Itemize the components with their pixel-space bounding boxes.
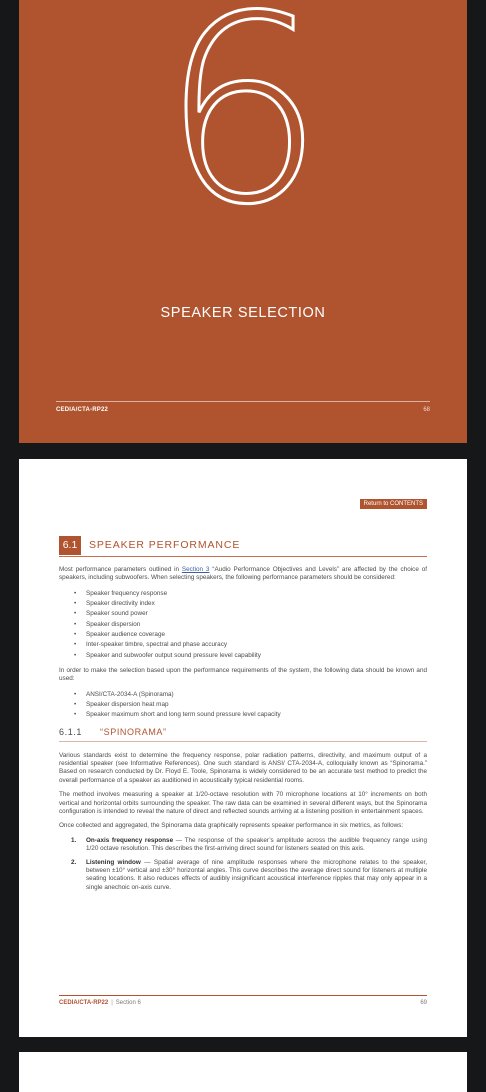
section-number-badge: 6.1 bbox=[59, 536, 81, 555]
list-item: • Speaker directivity index bbox=[74, 599, 427, 609]
footer-divider bbox=[59, 995, 427, 996]
metric-term: Listening window bbox=[86, 858, 141, 866]
list-item: • Speaker maximum short and long term sound pressure level capacity bbox=[74, 710, 427, 720]
subsection-title: “SPINORAMA” bbox=[100, 726, 167, 737]
cover-divider bbox=[56, 401, 430, 402]
metric-number: 2. bbox=[71, 858, 77, 866]
footer-org-name: CEDIA/CTA-RP22 bbox=[59, 1000, 109, 1006]
list-item: • Speaker and subwoofer output sound pressure level capability bbox=[74, 651, 427, 661]
list-item: • Speaker audience coverage bbox=[74, 630, 427, 640]
footer-separator: | bbox=[111, 1000, 113, 1006]
metric-term: On-axis frequency response bbox=[86, 836, 174, 844]
list-item bbox=[71, 837, 427, 854]
list-item bbox=[71, 859, 427, 893]
metric-description: — The response of the speaker’s amplitude across the audible frequency range using 1/20 octave resolution. This describes the first-arriving direct sound for listeners seated on this axis. bbox=[86, 836, 427, 853]
spinorama-paragraph-3: Once collected and aggregated, the Spinorama data graphically represents speaker performance in six metrics, as follows: bbox=[59, 822, 404, 830]
list-item: • Speaker sound power bbox=[74, 609, 427, 619]
intro-text-after: “Audio Performance Objectives and Levels” are affected by the choice of speakers, including subwoofers. When selecting speakers, the following performance parameters should be considered: bbox=[59, 566, 428, 582]
chapter-cover-page bbox=[19, 0, 467, 443]
intro-paragraph bbox=[59, 566, 427, 583]
section-3-link[interactable]: Section 3 bbox=[181, 566, 210, 573]
metric-number: 1. bbox=[71, 836, 77, 844]
required-data-list bbox=[59, 690, 427, 721]
chapter-title: SPEAKER SELECTION bbox=[160, 305, 326, 321]
selection-paragraph: In order to make the selection based upon the performance requirements of the system, the following data should be known and used: bbox=[59, 666, 427, 683]
return-to-contents-button[interactable]: Return to CONTENTS bbox=[360, 499, 427, 509]
list-item: • ANSI/CTA-2034-A (Spinorama) bbox=[74, 690, 427, 700]
intro-text-before: Most performance parameters outlined in bbox=[59, 566, 182, 573]
spinorama-paragraph-2: The method involves measuring a speaker at 1/20-octave resolution with 70 microphone locations at 10° increments on both vertical and horizontal orbits surrounding the speaker. The raw data can be examined in several different ways, but the Spinorama configuration is intended to reveal the nature of direct and reflected sounds arriving at a listening position in entertainment spaces. bbox=[59, 791, 427, 816]
cover-footer-org: CEDIA/CTA-RP22 bbox=[56, 407, 109, 413]
spinorama-paragraph-1: Various standards exist to determine the frequency response, polar radiation patterns, directivity, and maximum output of a residential speaker (see Informative References). One such standard is ANSI/ CTA-2034-A, colloquially known as “Spinorama.” Based on research conducted by Dr. Floyd E. Toole, Spinorama is widely considered to be an accurate test method to predict the overall performance of a speaker as auditioned in acoustically typical residential rooms. bbox=[59, 751, 427, 784]
footer-org bbox=[59, 1000, 141, 1006]
spinorama-metrics-list bbox=[59, 837, 427, 892]
content-page bbox=[19, 459, 467, 1037]
next-page bbox=[19, 1052, 467, 1092]
footer-page-number: 69 bbox=[420, 1000, 427, 1006]
subsection-number: 6.1.1 bbox=[59, 726, 83, 737]
list-item: • Inter-speaker timbre, spectral and phase accuracy bbox=[74, 640, 427, 650]
section-body bbox=[59, 566, 427, 897]
list-item: • Speaker dispersion bbox=[74, 620, 427, 630]
cover-page-number: 68 bbox=[423, 407, 430, 413]
list-item: • Speaker frequency response bbox=[74, 589, 427, 599]
list-item: • Speaker dispersion heat map bbox=[74, 700, 427, 710]
footer-section: Section 6 bbox=[115, 1000, 141, 1006]
metric-description: — Spatial average of nine amplitude responses where the microphone relates to the speaker, between ±10° vertical and ±30° horizontal angles. This curve describes the average direct sound for listeners at multiple seating locations. It also reduces effects of audibly insignificant acoustical interference ripples that may only appear in a single anechoic on-axis curve. bbox=[86, 858, 428, 891]
section-heading bbox=[59, 536, 427, 557]
chapter-numeral: 6 bbox=[160, 0, 326, 261]
subsection-heading bbox=[59, 727, 427, 742]
section-title: SPEAKER PERFORMANCE bbox=[89, 539, 241, 551]
performance-parameters-list bbox=[59, 589, 427, 661]
